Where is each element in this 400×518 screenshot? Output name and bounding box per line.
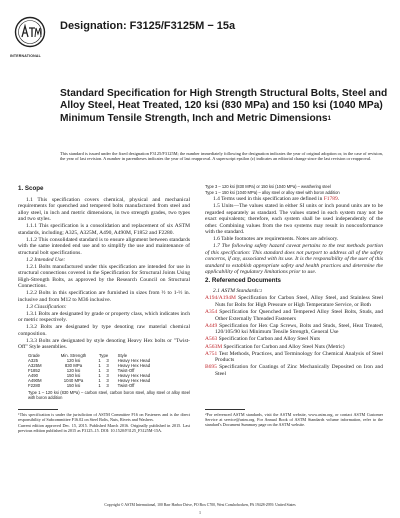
reference-list [205, 295, 383, 377]
list-item [205, 364, 383, 377]
ref-text: Specification for Coatings of Zinc Mechanically Deposited on Iron and Steel [215, 364, 384, 377]
ref-link[interactable]: A194/A194M [205, 295, 236, 302]
type1-note: Type 1 – 150 ksi (1040 MPa) – alloy steel or alloy steel with boron addition [205, 190, 340, 196]
grade-cell: F2280 [28, 383, 41, 389]
grade-cell: A325M [28, 362, 42, 368]
strength-cell: 830 MPa [64, 362, 83, 368]
paragraph-1-7: 1.7 The following safety hazard caveat pertains to the test methods portion of this specification: This standard does not purport to address all of the safety concerns, if any, associated with its use. It is the responsibility of the user of this standard to establish appropriate safety and health practices and determine the applicability of regulatory limitations prior to use. [205, 243, 383, 276]
paragraph-1-4 [205, 196, 383, 203]
type-cell: 3 [106, 373, 109, 379]
style-cell: Heavy Hex Head [117, 373, 151, 379]
classification-heading: 1.3 Classification: [26, 303, 67, 310]
footnote-1-body: This specification is under the jurisdiction of ASTM Committee F16 on Fasteners and is the direct responsibility of Subcommittee F16.02 on Steel Bolts, Nuts, Rivets and Washers. [18, 412, 190, 422]
document-title [60, 88, 392, 125]
strength-cell: 150 ksi [66, 373, 81, 379]
footnote-divider [18, 409, 58, 410]
list-item [205, 323, 383, 336]
ref-text: Specification for Hex Cap Screws, Bolts and Studs, Steel, Heat Treated, 120/105/90 ksi Minimum Tensile Strength, General Use [215, 322, 383, 336]
title-text: Standard Specification for High Strength Structural Bolts, Steel and Alloy Steel, Heat Treated, 120 ksi (830 MPa) and 150 ksi (1040 MPa) Minimum Tensile Strength, Inch and Metric Dimensions [60, 88, 388, 124]
footnote-1-edition: Current edition approved Dec. 15, 2015. Published March 2016. Originally published in 2015. Last previous edition published in 2015 as F3125–15. DOI: 10.1520/F3125_F3125M-15A. [18, 423, 190, 433]
style-cell: Heavy Hex Head [117, 357, 151, 363]
header-grade: Grade [28, 352, 40, 358]
paragraph-1-3-1: 1.3.1 Bolts are designated by grade or property class, which indicates inch or metric respectively. [18, 310, 190, 324]
paragraph-1-5: 1.5 Units—The values stated in either SI units or inch pound units are to be regarded separately as standard. The values stated in each system may not be exact equivalents; therefore, each system shall be used independently of the other. Combining values from the two systems may result in nonconformance with the standard. [205, 203, 383, 236]
footnote-2 [205, 412, 383, 427]
strength-cell: 1040 MPa [63, 378, 84, 384]
footnote-2-text [205, 412, 383, 427]
copyright-notice: Copyright © ASTM International, 100 Barr Harbor Drive, PO Box C700, West Conshohocken, PA 19428-2959. United States [104, 503, 296, 507]
footnote-2-body: For referenced ASTM standards, visit the ASTM website, www.astm.org, or contact ASTM Customer Service at service@astm.org. For Annual Book of ASTM Standards volume information, refer to the standard's Document Summary page on the ASTM website. [205, 412, 383, 427]
type-cell: 3 [106, 383, 109, 389]
paragraph-1-1-1: 1.1.1 This specification is a consolidation and replacement of six ASTM standards, including; A325, A325M, A490, A490M, F1852 and F2280. [18, 223, 190, 236]
type-cell: 1 [98, 373, 101, 379]
left-column [18, 184, 190, 400]
ref-text: Test Methods, Practices, and Terminology for Chemical Analysis of Steel Products [215, 350, 383, 364]
ref-text: Specification for Quenched and Tempered Alloy Steel Bolts, Studs, and Other Externally Threaded Fasteners [215, 309, 384, 322]
type-cell: 3 [106, 357, 109, 363]
title-footnote-mark: 1 [327, 115, 331, 122]
intended-use-heading: 1.2 Intended Use: [26, 256, 66, 263]
designation: Designation: F3125/F3125M − 15a [60, 20, 236, 32]
grade-cell: A490 [28, 373, 39, 379]
footnote-1 [18, 412, 190, 433]
footnote-2-mark: 2 [205, 412, 207, 416]
ref-link[interactable]: A449 [205, 322, 218, 329]
type-cell: 1 [98, 383, 101, 389]
header-type: Type [98, 352, 109, 358]
footnote-1-mark: 1 [18, 412, 20, 416]
style-cell: Heavy Hex Head [117, 378, 151, 384]
ref-text: Specification for Carbon Steel, Alloy Steel, and Stainless Steel Nuts for Bolts for High Pressure or High Temperature Service, or Both [215, 295, 384, 308]
style-cell: Twist-Off [117, 383, 135, 389]
type-cell: 3 [106, 378, 109, 384]
header-strength: Min. Strength [60, 352, 87, 358]
footnote-1-text [18, 412, 190, 422]
type-cell: 1 [98, 357, 101, 363]
astm-standards-footnote-mark: 2 [260, 289, 263, 294]
strength-cell: 120 ksi [66, 357, 81, 363]
style-cell: Heavy Hex Head [117, 362, 151, 368]
grade-table [28, 353, 178, 389]
paragraph-1-4-text: 1.4 Terms used in this specification are defined in [213, 196, 324, 203]
grade-cell: A325 [28, 357, 39, 363]
type-cell: 3 [106, 367, 109, 373]
right-column [205, 184, 383, 378]
style-cell: Twist-Off [117, 367, 135, 373]
list-item [205, 344, 383, 351]
paragraph-1-1-2: 1.1.2 This consolidated standard is to ensure alignment between standards with the same intended end use and to simplify the use and maintenance of structural bolt specifications. [18, 236, 190, 256]
referenced-documents-heading: 2. Referenced Documents [205, 276, 281, 284]
strength-cell: 120 ksi [66, 367, 81, 373]
table-note: Type 1 – 120 ksi (830 MPa) – carbon steel, carbon boron steel, alloy steel or alloy steel with boron addition [28, 390, 190, 401]
list-item [205, 295, 383, 308]
header-style: Style [117, 352, 128, 358]
ref-link[interactable]: A563M [205, 343, 223, 350]
type3-note: Type 3 – 120 ksi (830 MPa) or 150 ksi (1040 MPa) – weathering steel [205, 184, 331, 189]
ref-link[interactable]: A563 [205, 336, 218, 343]
page-number: 1 [199, 510, 201, 515]
list-item [205, 336, 383, 343]
list-item [205, 351, 383, 364]
paragraph-1-3-3: 1.3.3 Bolts are designated by style denoting Heavy Hex bolts or "Twist-Off" Style assemblies. [18, 337, 190, 351]
list-item [205, 309, 383, 322]
ref-link-f1789[interactable]: F1789 [323, 196, 338, 203]
paragraph-1-4-end: . [337, 196, 340, 203]
logo-subtext: INTERNATIONAL [10, 54, 41, 58]
ref-text: Specification for Carbon and Alloy Steel Nuts (Metric) [223, 343, 345, 350]
grade-cell: F1852 [28, 367, 41, 373]
paragraph-1-6: 1.6 Table footnotes are requirements. Notes are advisory. [213, 236, 339, 243]
ref-link[interactable]: A751 [205, 350, 218, 357]
strength-cell: 150 ksi [66, 383, 81, 389]
astm-logo [14, 16, 46, 52]
table-row [28, 383, 178, 388]
footnote-divider [205, 409, 245, 410]
paragraph-1-2-1: 1.2.1 Bolts manufactured under this specification are intended for use in structural connections covered in the Specification for Structural Joints Using High-Strength Bolts, as approved by the Research Council on Structural Connections. [18, 263, 190, 290]
ref-text: Specification for Carbon and Alloy Steel Nuts [218, 336, 321, 343]
type-cell: 1 [98, 362, 101, 368]
scope-heading: 1. Scope [18, 185, 44, 192]
intro-note: This standard is issued under the fixed designation F3125/F3125M; the number immediately following the designation indicates the year of original adoption or, in the case of revision, the year of last revision. A number in parentheses indicates the year of last reapproval. A superscript epsilon (ε) indicates an editorial change since the last revision or reapproval. [60, 151, 383, 162]
paragraph-1-1: 1.1 This specification covers chemical, physical and mechanical requirements for quenched and tempered bolts manufactured from steel and alloy steel, in inch and metric dimensions, in two strength grades, two types and two styles. [18, 196, 190, 223]
ref-link[interactable]: A354 [205, 309, 218, 316]
paragraph-1-3-2: 1.3.2 Bolts are designated by type denoting raw material chemical composition. [18, 324, 190, 337]
paragraph-1-2-2: 1.2.2 Bolts in this specification are furnished in sizes from ½ to 1-½ in. inclusive and from M12 to M36 inclusive. [18, 290, 190, 303]
grade-cell: A490M [28, 378, 42, 384]
type-cell: 3 [106, 362, 109, 368]
ref-link[interactable]: B695 [205, 364, 217, 371]
astm-standards-label: 2.1 ASTM Standards: [213, 288, 261, 295]
type-cell: 1 [98, 367, 101, 373]
type-cell: 1 [98, 378, 101, 384]
